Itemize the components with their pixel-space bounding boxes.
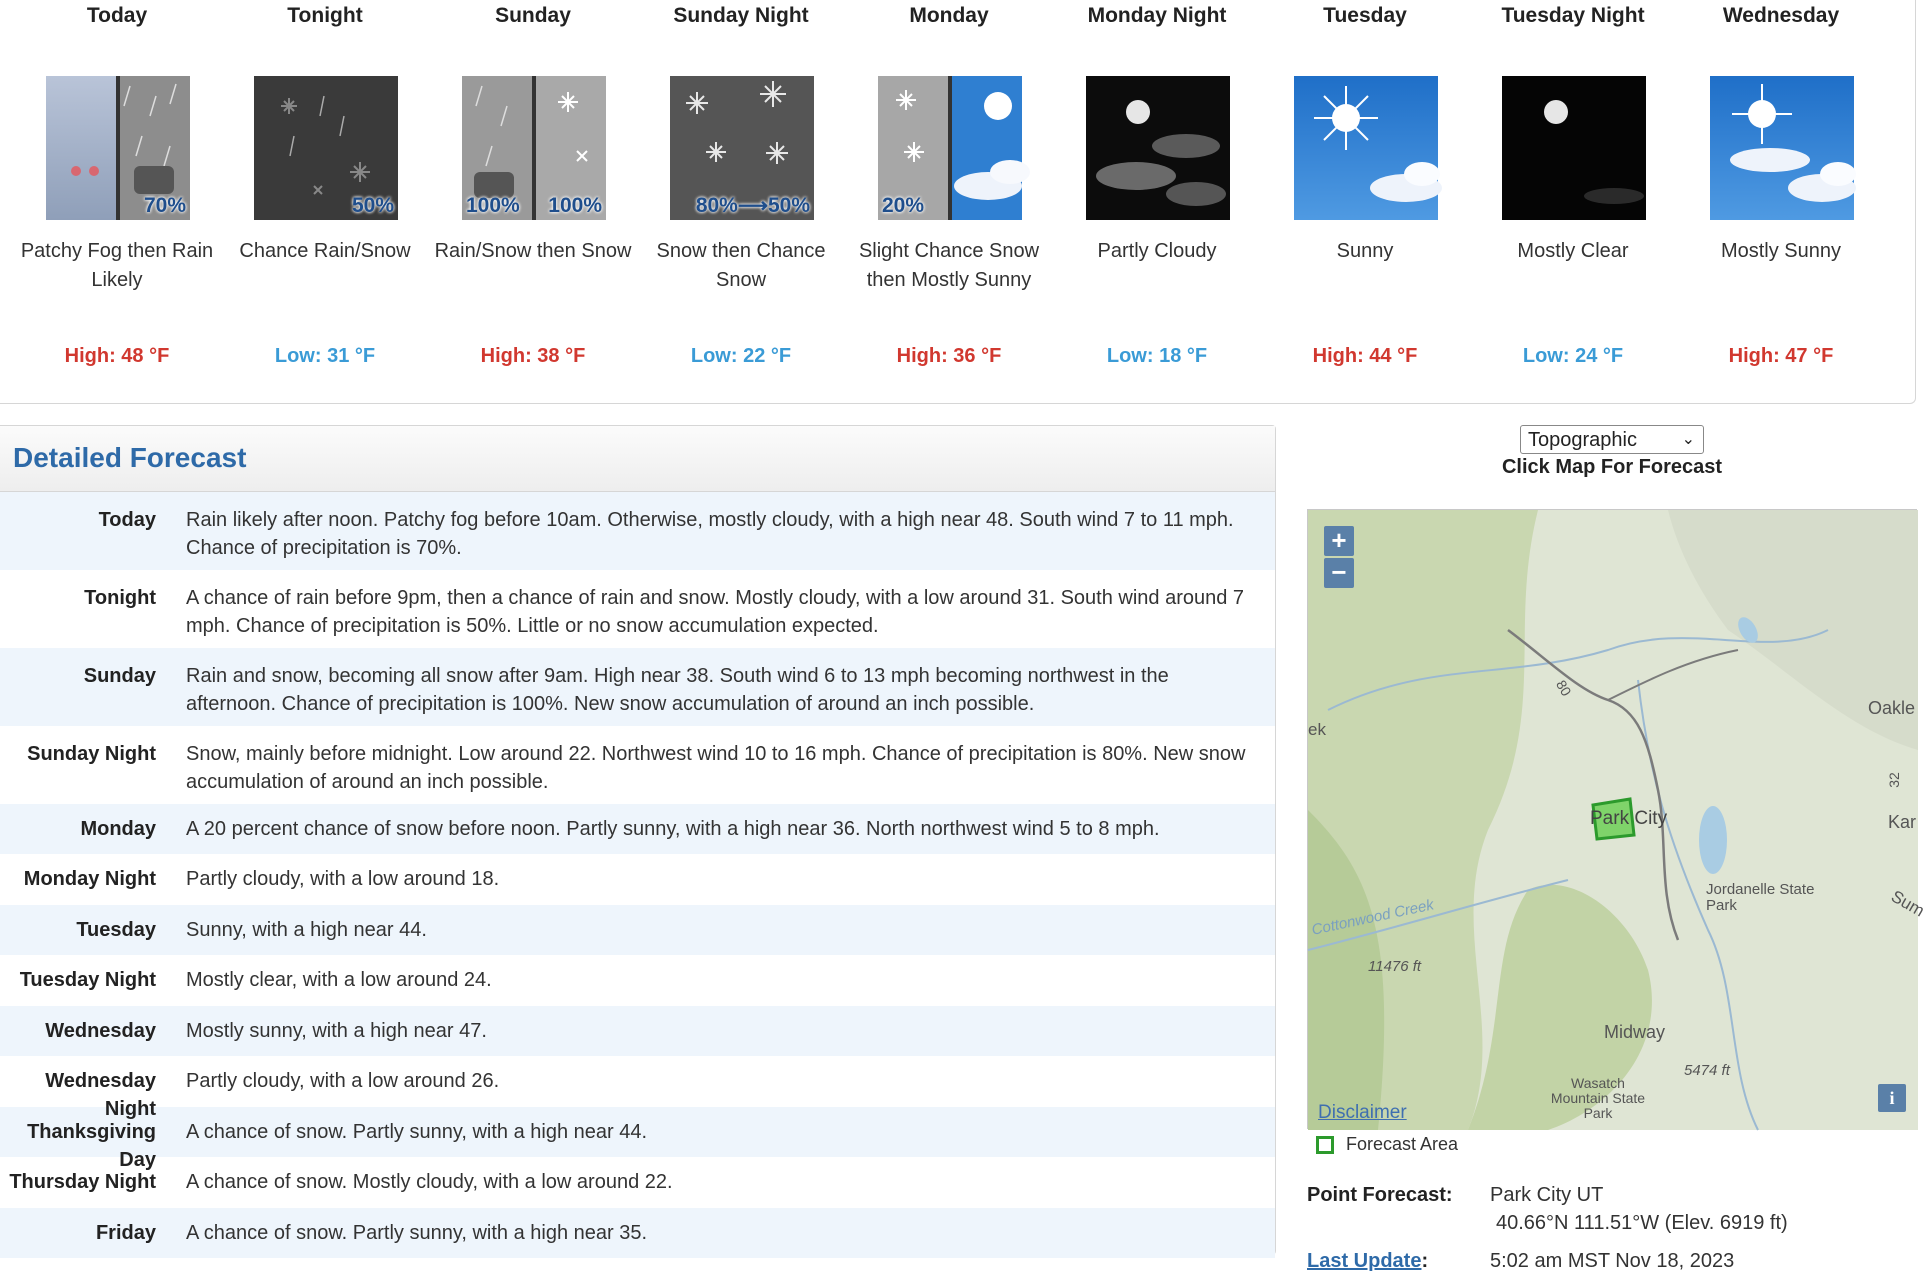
row-text: Rain likely after noon. Patchy fog before 10am. Otherwise, mostly cloudy, with a high near 48. South wind 7 to 11 mph. Chance of precipitation is 70%. — [186, 509, 1234, 559]
row-label: Today — [98, 509, 156, 531]
map-label-elevation-2: 5474 ft — [1684, 1062, 1730, 1079]
temperature: High: 48 °F — [64, 345, 170, 367]
sunny-icon — [1294, 76, 1438, 220]
period-name: Tuesday — [1323, 4, 1407, 27]
row-label: Thursday Night — [9, 1171, 156, 1193]
row-label: Tuesday — [76, 919, 156, 941]
clear-night-icon — [1502, 76, 1646, 220]
precip-chance: 80%⟶50% — [695, 194, 810, 217]
snow-icon — [670, 76, 814, 220]
precip-chance: 70% — [143, 194, 186, 217]
forecast-row — [0, 804, 1275, 854]
fog-rain-icon — [46, 76, 190, 220]
map-type-select[interactable] — [1520, 425, 1704, 454]
map-label-ek: ek — [1308, 720, 1326, 739]
mostly-sunny-icon — [1710, 76, 1854, 220]
row-label: Tuesday Night — [19, 969, 156, 991]
short-forecast: Mostly Clear — [1517, 240, 1629, 262]
last-update-link[interactable]: Last Update — [1307, 1250, 1422, 1272]
short-forecast: Sunny — [1336, 240, 1394, 262]
info-icon[interactable]: i — [1878, 1084, 1906, 1112]
period-name: Tonight — [287, 4, 363, 27]
forecast-row — [0, 1208, 1275, 1258]
zoom-in-button[interactable]: + — [1324, 526, 1354, 556]
forecast-row — [0, 1107, 1275, 1171]
forecast-row — [0, 854, 1275, 905]
period-name: Tuesday Night — [1501, 4, 1645, 27]
period-name: Sunday — [495, 4, 571, 27]
map-label-kamas: Kar — [1888, 812, 1917, 832]
map-label-oakley: Oakle — [1868, 698, 1916, 718]
row-text: Partly cloudy, with a low around 26. — [186, 1070, 500, 1092]
forecast-map[interactable] — [1307, 509, 1928, 1129]
point-forecast-location: Park City UT — [1490, 1184, 1604, 1206]
map-label-jordanelle: Jordanelle State Park — [1706, 881, 1815, 914]
snow-sunny-icon — [878, 76, 1022, 220]
short-forecast: Snow then Chance Snow — [656, 240, 826, 291]
point-forecast-coords: 40.66°N 111.51°W (Elev. 6919 ft) — [1496, 1212, 1788, 1234]
partly-cloudy-night-icon — [1086, 76, 1230, 220]
period-name: Wednesday — [1722, 4, 1840, 27]
row-label: Sunday — [83, 665, 156, 687]
forecast-row — [0, 648, 1275, 726]
short-forecast: Rain/Snow then Snow — [434, 240, 632, 262]
period-name: Today — [86, 4, 148, 27]
row-text: A chance of snow. Partly sunny, with a high near 44. — [186, 1121, 648, 1143]
row-label: Friday — [95, 1222, 156, 1244]
row-label: Thanksgiving Day — [27, 1121, 156, 1171]
row-label: Sunday Night — [27, 743, 156, 765]
click-map-label: Click Map For Forecast — [1501, 456, 1723, 478]
map-label-cottonwood: Cottonwood Creek — [1310, 896, 1436, 939]
chevron-down-icon: ⌄ — [1681, 431, 1695, 448]
forecast-area-swatch-icon — [1316, 1136, 1334, 1154]
temperature: High: 38 °F — [480, 345, 586, 367]
legend-label: Forecast Area — [1346, 1134, 1459, 1154]
temperature: Low: 18 °F — [1106, 345, 1208, 367]
short-forecast: Slight Chance Snow then Mostly Sunny — [858, 240, 1040, 291]
row-label: Wednesday Night — [45, 1070, 156, 1120]
precip-chance: 100% — [548, 194, 602, 217]
precip-chance-left: 100% — [466, 194, 520, 217]
short-forecast: Chance Rain/Snow — [239, 240, 411, 262]
map-label-route-80: 80 — [1552, 677, 1575, 699]
row-text: Sunny, with a high near 44. — [186, 919, 427, 941]
row-text: Rain and snow, becoming all snow after 9am. High near 38. South wind 6 to 13 mph becoming northwest in the afternoon. Chance of precipitation is 100%. New snow accumulation of around an inch possible. — [186, 665, 1169, 715]
forecast-row — [0, 570, 1275, 648]
precip-chance-left: 20% — [882, 194, 925, 217]
map-label-route-32: 32 — [1885, 772, 1902, 788]
forecast-row — [0, 905, 1275, 955]
seven-day-forecast — [0, 0, 1916, 404]
forecast-row — [0, 955, 1275, 1006]
map-type-value: Topographic — [1528, 429, 1637, 451]
forecast-row — [0, 492, 1275, 570]
period-name: Monday — [909, 4, 989, 27]
row-text: A chance of rain before 9pm, then a chance of rain and snow. Mostly cloudy, with a low around 31. South wind around 7 mph. Chance of precipitation is 50%. Little or no snow accumulation expected. — [186, 587, 1245, 637]
row-label: Monday Night — [23, 868, 156, 890]
last-update-colon: : — [1421, 1250, 1429, 1272]
row-text: Mostly sunny, with a high near 47. — [186, 1020, 487, 1042]
row-text: Snow, mainly before midnight. Low around 22. Northwest wind 10 to 16 mph. Chance of precipitation is 80%. New snow accumulation of around an inch possible. — [186, 743, 1246, 793]
disclaimer-link[interactable]: Disclaimer — [1318, 1102, 1407, 1123]
detailed-forecast-title: Detailed Forecast — [13, 442, 247, 473]
temperature: High: 36 °F — [896, 345, 1002, 367]
detailed-forecast-panel — [0, 425, 1276, 1255]
row-text: Mostly clear, with a low around 24. — [186, 969, 492, 991]
map-label-summit: Sum — [1887, 886, 1928, 921]
forecast-row — [0, 726, 1275, 804]
last-update-value: 5:02 am MST Nov 18, 2023 — [1490, 1250, 1735, 1272]
temperature: Low: 31 °F — [274, 345, 376, 367]
map-label-elevation-1: 11476 ft — [1368, 958, 1422, 975]
row-label: Tonight — [84, 587, 156, 609]
temperature: Low: 24 °F — [1522, 345, 1624, 367]
row-label: Wednesday — [45, 1020, 156, 1042]
last-update-label[interactable] — [1307, 1250, 1428, 1273]
map-label-park-city: Park City — [1590, 808, 1668, 829]
map-label-wasatch: Wasatch Mountain State Park — [1550, 1075, 1646, 1121]
short-forecast: Partly Cloudy — [1097, 240, 1217, 262]
forecast-row — [0, 1056, 1275, 1120]
zoom-out-button[interactable]: − — [1324, 558, 1354, 588]
short-forecast: Patchy Fog then Rain Likely — [20, 240, 214, 291]
period-name: Sunday Night — [673, 4, 809, 27]
row-text: A chance of snow. Mostly cloudy, with a low around 22. — [186, 1171, 673, 1193]
temperature: Low: 22 °F — [690, 345, 792, 367]
short-forecast: Mostly Sunny — [1720, 240, 1842, 262]
temperature: High: 47 °F — [1728, 345, 1834, 367]
row-text: A chance of snow. Partly sunny, with a high near 35. — [186, 1222, 648, 1244]
rain-snow-icon — [254, 76, 398, 220]
map-legend — [1316, 1134, 1458, 1155]
row-text: Partly cloudy, with a low around 18. — [186, 868, 500, 890]
period-name: Monday Night — [1087, 4, 1227, 27]
rain-snow-split-icon — [462, 76, 606, 220]
forecast-row — [0, 1006, 1275, 1056]
temperature: High: 44 °F — [1312, 345, 1418, 367]
forecast-row — [0, 1157, 1275, 1208]
point-forecast-label: Point Forecast: — [1307, 1184, 1453, 1206]
row-text: A 20 percent chance of snow before noon. Partly sunny, with a high near 36. North northwest wind 5 to 8 mph. — [186, 818, 1160, 840]
precip-chance: 50% — [351, 194, 394, 217]
detailed-forecast-header — [0, 426, 1275, 492]
map-label-midway: Midway — [1604, 1022, 1666, 1042]
row-label: Monday — [80, 818, 156, 840]
